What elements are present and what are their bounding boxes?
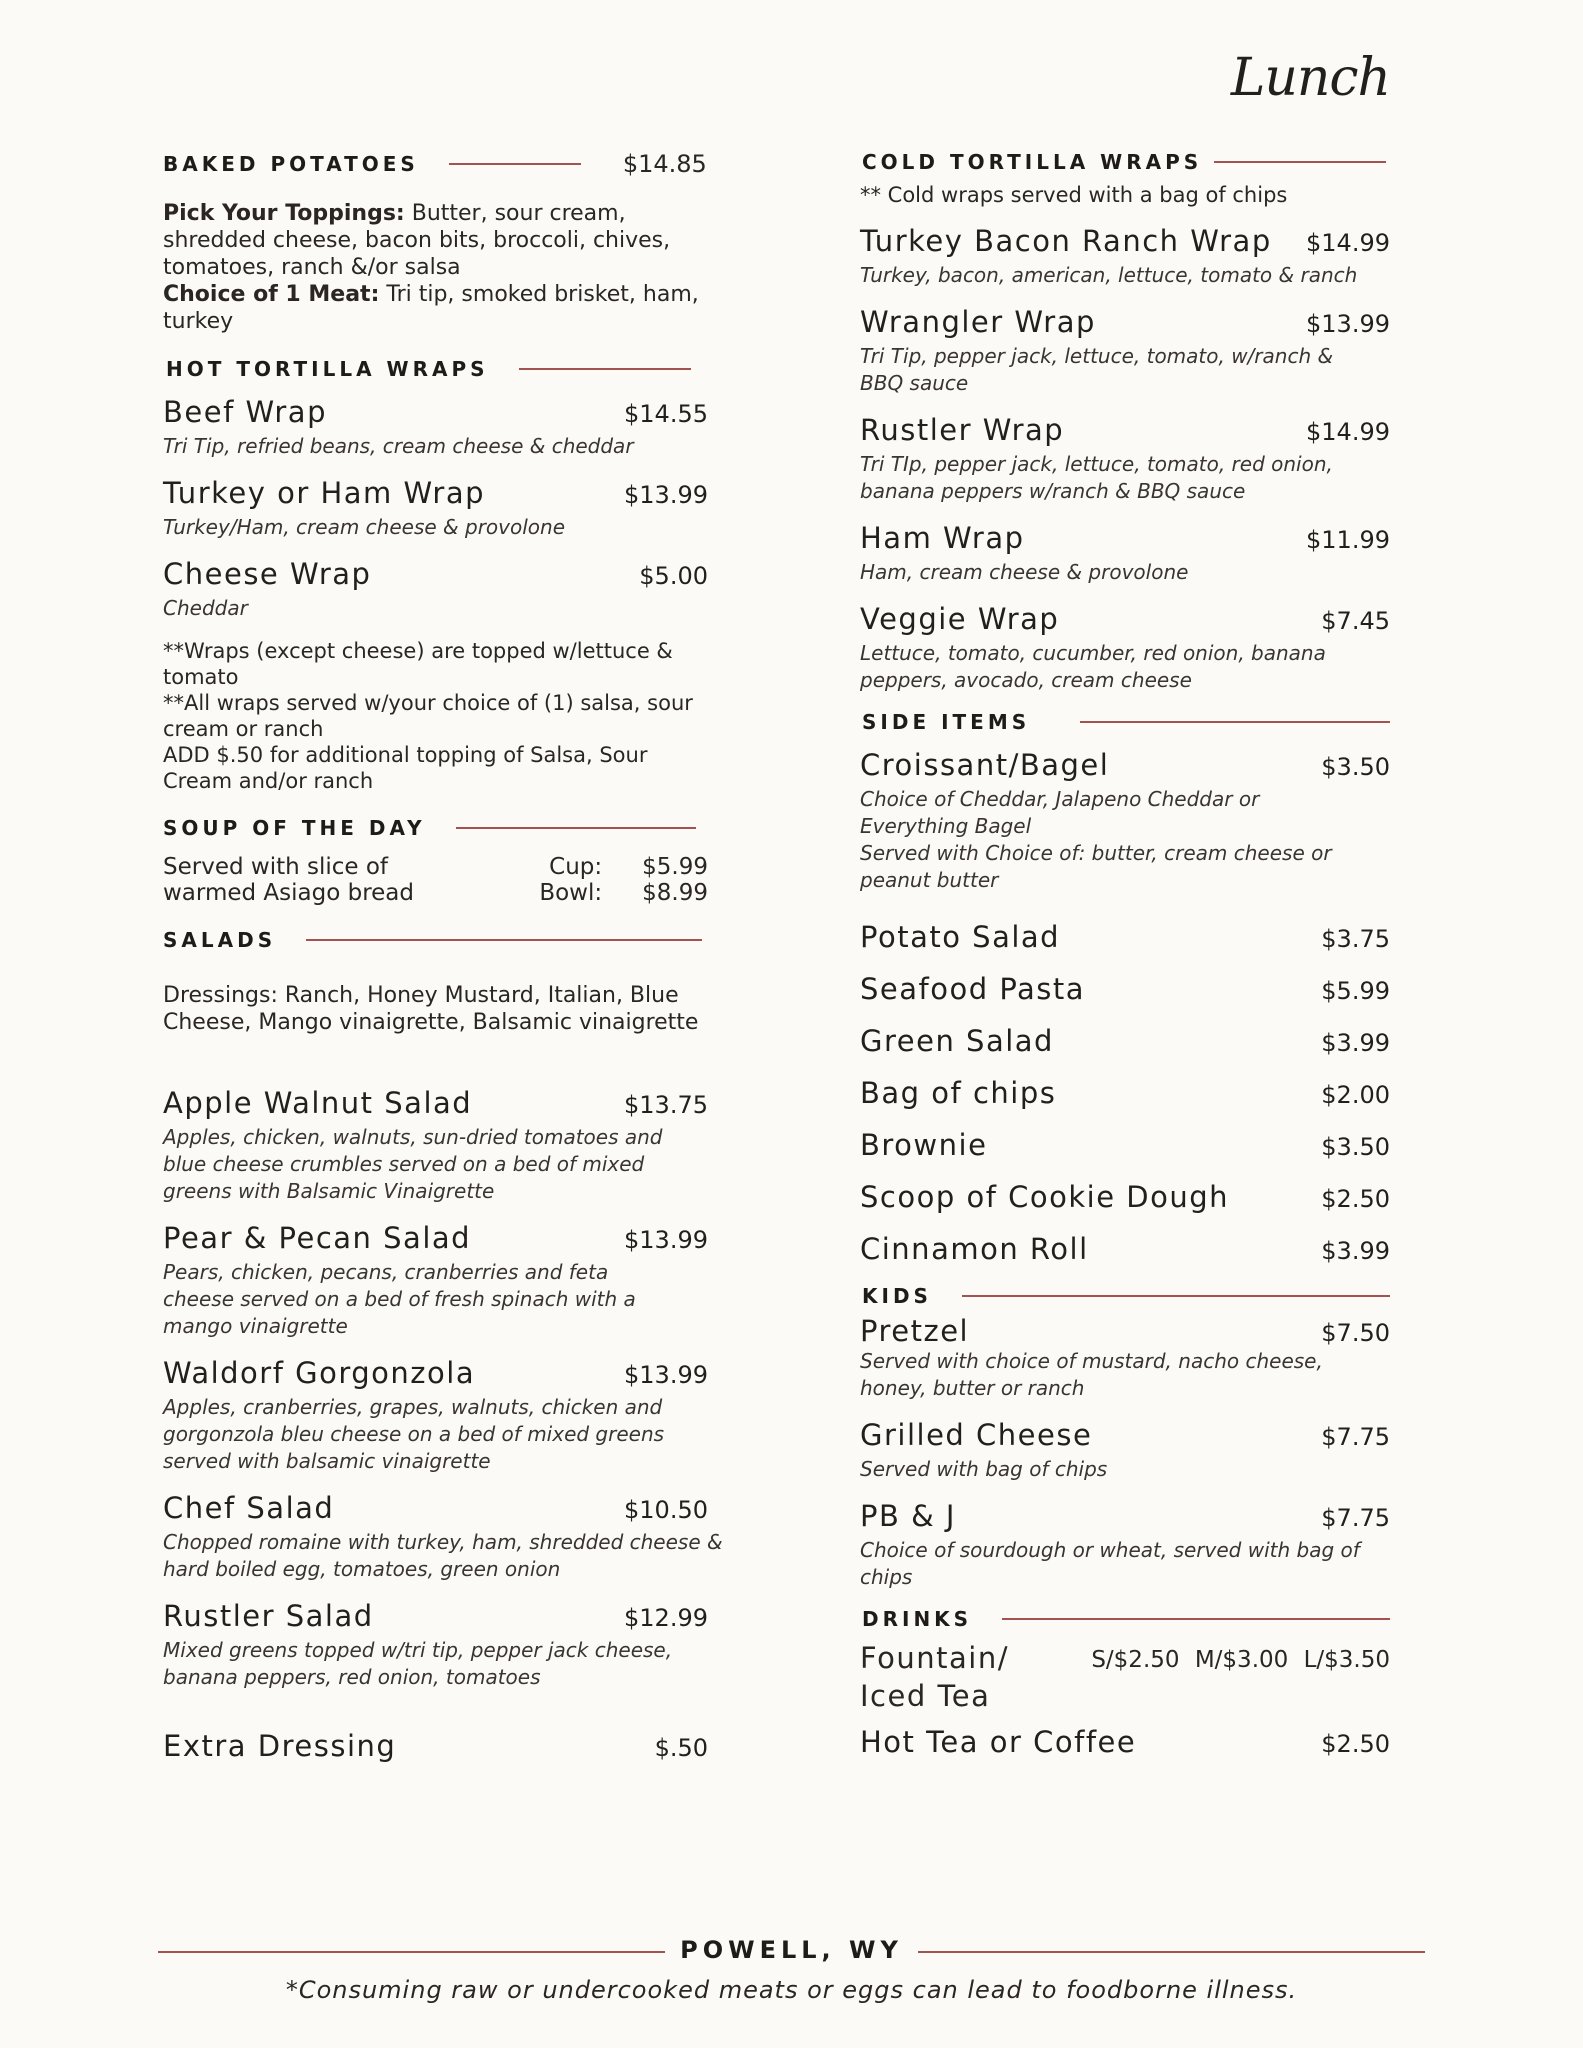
section-heading: COLD TORTILLA WRAPS — [862, 150, 1203, 174]
heading-rule — [1214, 161, 1386, 163]
item-name: Beef Wrap — [163, 395, 327, 429]
menu-item — [163, 1729, 708, 1763]
item-price: $13.99 — [624, 1226, 708, 1254]
menu-item — [860, 413, 1390, 505]
item-name: Chef Salad — [163, 1491, 335, 1525]
item-description: Served with bag of chips — [860, 1457, 1108, 1481]
item-description: Tri TIp, pepper jack, lettuce, tomato, red onion, banana peppers w/ranch & BBQ sauce — [860, 452, 1333, 503]
wrap-notes — [163, 638, 708, 794]
item-name: Grilled Cheese — [860, 1418, 1093, 1452]
item-description: Served with choice of mustard, nacho cheese, honey, butter or ranch — [860, 1349, 1323, 1400]
heading-rule — [449, 163, 581, 165]
wrap-note: ADD $.50 for additional topping of Salsa, Sour Cream and/or ranch — [163, 743, 648, 793]
item-price: $2.00 — [1321, 1081, 1390, 1109]
item-name: Hot Tea or Coffee — [860, 1725, 1137, 1759]
item-price: $2.50 — [1321, 1185, 1390, 1213]
section-cold-wraps — [860, 150, 1390, 174]
item-price: $14.99 — [1306, 418, 1390, 446]
menu-item — [860, 521, 1390, 586]
item-price: $3.75 — [1321, 925, 1390, 953]
item-name: Pretzel — [860, 1314, 970, 1348]
bowl-label: Bowl: — [539, 880, 603, 906]
item-description: Apples, chicken, walnuts, sun-dried tomatoes and blue cheese crumbles served on a bed of mixed greens with Balsamic Vinaigrette — [163, 1125, 663, 1203]
item-name: Turkey or Ham Wrap — [163, 476, 485, 510]
page-title: Lunch — [1230, 48, 1390, 108]
item-price: $3.99 — [1321, 1029, 1390, 1057]
menu-item — [860, 1076, 1390, 1110]
item-price: $12.99 — [624, 1604, 708, 1632]
item-price: $14.99 — [1306, 229, 1390, 257]
cold-wrap-note: ** Cold wraps served with a bag of chips — [860, 183, 1288, 207]
heading-rule — [306, 939, 702, 941]
item-price: $7.50 — [1321, 1319, 1390, 1347]
item-price: $13.75 — [624, 1091, 708, 1119]
item-description: Pears, chicken, pecans, cranberries and feta cheese served on a bed of fresh spinach with a mango vinaigrette — [163, 1260, 636, 1338]
section-heading: KIDS — [862, 1284, 932, 1308]
item-name: PB & J — [860, 1499, 956, 1533]
item-name: Seafood Pasta — [860, 972, 1086, 1006]
toppings-label: Pick Your Toppings: — [163, 201, 405, 226]
section-salads — [163, 928, 708, 952]
right-column — [860, 150, 1390, 1775]
baked-potato-details — [163, 200, 708, 335]
section-heading: BAKED POTATOES — [163, 152, 419, 176]
menu-item — [860, 1024, 1390, 1058]
item-price: $2.50 — [1321, 1730, 1390, 1758]
item-description: Choice of sourdough or wheat, served with bag of chips — [860, 1538, 1360, 1589]
section-heading: HOT TORTILLA WRAPS — [166, 357, 489, 381]
menu-item — [163, 1491, 723, 1583]
menu-item — [163, 476, 708, 541]
item-description: Turkey/Ham, cream cheese & provolone — [163, 515, 565, 539]
item-name: Rustler Wrap — [860, 413, 1065, 447]
menu-item — [163, 557, 708, 622]
item-price: $3.50 — [1321, 1133, 1390, 1161]
left-column — [163, 150, 723, 1779]
dressings-list: Dressings: Ranch, Honey Mustard, Italian, Blue Cheese, Mango vinaigrette, Balsamic vinaigrette — [163, 983, 699, 1035]
heading-rule — [456, 827, 696, 829]
section-heading: SOUP OF THE DAY — [163, 816, 426, 840]
menu-item — [163, 1086, 708, 1205]
heading-rule — [1080, 721, 1390, 723]
menu-item — [860, 224, 1390, 289]
item-name: Bag of chips — [860, 1076, 1057, 1110]
menu-item — [860, 1180, 1390, 1214]
menu-item — [860, 1418, 1390, 1483]
item-name: Scoop of Cookie Dough — [860, 1180, 1230, 1214]
menu-item — [163, 395, 708, 460]
menu-item — [163, 1356, 708, 1475]
item-description: Served with Choice of: butter, cream cheese or peanut butter — [860, 841, 1332, 892]
cup-price: $5.99 — [642, 854, 708, 880]
section-side-items — [860, 710, 1390, 734]
item-price: $7.75 — [1321, 1504, 1390, 1532]
meat-label: Choice of 1 Meat: — [163, 282, 380, 307]
item-price: $14.55 — [624, 400, 708, 428]
heading-rule — [962, 1295, 1390, 1297]
item-name: Potato Salad — [860, 920, 1061, 954]
menu-item — [860, 1499, 1390, 1591]
item-price: S/$2.50 M/$3.00 L/$3.50 — [1091, 1647, 1390, 1673]
menu-item — [860, 305, 1390, 397]
item-name: Fountain/ Iced Tea — [860, 1641, 1009, 1713]
item-price: $10.50 — [624, 1496, 708, 1524]
section-heading: DRINKS — [862, 1607, 973, 1631]
meats-text: Tri tip, smoked brisket, ham, turkey — [163, 282, 699, 334]
item-description: Ham, cream cheese & provolone — [860, 560, 1189, 584]
item-price: $3.99 — [1321, 1237, 1390, 1265]
section-heading: SALADS — [163, 928, 277, 952]
item-name: Cheese Wrap — [163, 557, 372, 591]
item-price: $11.99 — [1306, 526, 1390, 554]
item-price: $5.00 — [639, 562, 708, 590]
item-price: $7.45 — [1321, 607, 1390, 635]
item-name: Extra Dressing — [163, 1729, 397, 1763]
item-description: Apples, cranberries, grapes, walnuts, chicken and gorgonzola bleu cheese on a bed of mixed greens served with balsamic vinaigrette — [163, 1395, 665, 1473]
item-description: Cheddar — [163, 596, 248, 620]
section-drinks — [860, 1607, 1390, 1631]
section-soup — [163, 816, 708, 840]
heading-rule — [1002, 1618, 1390, 1620]
menu-item — [860, 1725, 1390, 1759]
item-price: $3.50 — [1321, 753, 1390, 781]
item-price: $13.99 — [624, 1361, 708, 1389]
wrap-note: **All wraps served w/your choice of (1) salsa, sour cream or ranch — [163, 691, 693, 741]
item-description: Turkey, bacon, american, lettuce, tomato & ranch — [860, 263, 1358, 287]
item-name: Turkey Bacon Ranch Wrap — [860, 224, 1272, 258]
item-description: Chopped romaine with turkey, ham, shredded cheese & hard boiled egg, tomatoes, green onion — [163, 1530, 723, 1581]
item-description: Tri Tip, refried beans, cream cheese & cheddar — [163, 434, 634, 458]
wrap-note: **Wraps (except cheese) are topped w/lettuce & tomato — [163, 639, 673, 689]
item-name: Veggie Wrap — [860, 602, 1060, 636]
item-name: Wrangler Wrap — [860, 305, 1096, 339]
item-price: $13.99 — [624, 481, 708, 509]
soup-details — [163, 854, 708, 906]
item-name: Ham Wrap — [860, 521, 1025, 555]
soup-description: Served with slice of warmed Asiago bread — [163, 854, 415, 906]
menu-item — [163, 1221, 708, 1340]
item-name: Rustler Salad — [163, 1599, 374, 1633]
menu-item — [163, 1599, 708, 1691]
item-name: Cinnamon Roll — [860, 1232, 1089, 1266]
section-heading: SIDE ITEMS — [862, 710, 1031, 734]
section-baked-potatoes — [163, 150, 708, 178]
menu-item — [860, 972, 1390, 1006]
item-description: Lettuce, tomato, cucumber, red onion, banana peppers, avocado, cream cheese — [860, 641, 1326, 692]
bowl-price: $8.99 — [642, 880, 708, 906]
item-description: Choice of Cheddar, Jalapeno Cheddar or Everything Bagel — [860, 787, 1260, 838]
item-name: Apple Walnut Salad — [163, 1086, 473, 1120]
footer-location: POWELL, WY — [680, 1936, 903, 1964]
menu-item — [860, 920, 1390, 954]
item-price: $14.85 — [622, 150, 707, 178]
menu-item — [860, 748, 1390, 894]
heading-rule — [519, 368, 691, 370]
item-name: Green Salad — [860, 1024, 1054, 1058]
menu-item — [860, 602, 1390, 694]
item-description: Tri Tip, pepper jack, lettuce, tomato, w/ranch & BBQ sauce — [860, 344, 1334, 395]
item-description: Mixed greens topped w/tri tip, pepper jack cheese, banana peppers, red onion, tomatoes — [163, 1638, 673, 1689]
footer-disclaimer: *Consuming raw or undercooked meats or eggs can lead to foodborne illness. — [285, 1976, 1298, 2004]
cup-label: Cup: — [549, 854, 603, 880]
menu-item — [860, 1639, 1390, 1715]
item-price: $13.99 — [1306, 310, 1390, 338]
section-hot-wraps — [163, 357, 708, 381]
item-price: $5.99 — [1321, 977, 1390, 1005]
item-price: $7.75 — [1321, 1423, 1390, 1451]
item-name: Croissant/Bagel — [860, 748, 1110, 782]
item-name: Brownie — [860, 1128, 988, 1162]
item-name: Pear & Pecan Salad — [163, 1221, 472, 1255]
item-name: Waldorf Gorgonzola — [163, 1356, 476, 1390]
menu-item — [860, 1128, 1390, 1162]
toppings-text: Butter, sour cream, shredded cheese, bacon bits, broccoli, chives, tomatoes, ranch &/or salsa — [163, 201, 671, 280]
item-price: $.50 — [654, 1734, 708, 1762]
menu-item — [860, 1314, 1390, 1402]
section-kids — [860, 1284, 1390, 1308]
menu-item — [860, 1232, 1390, 1266]
